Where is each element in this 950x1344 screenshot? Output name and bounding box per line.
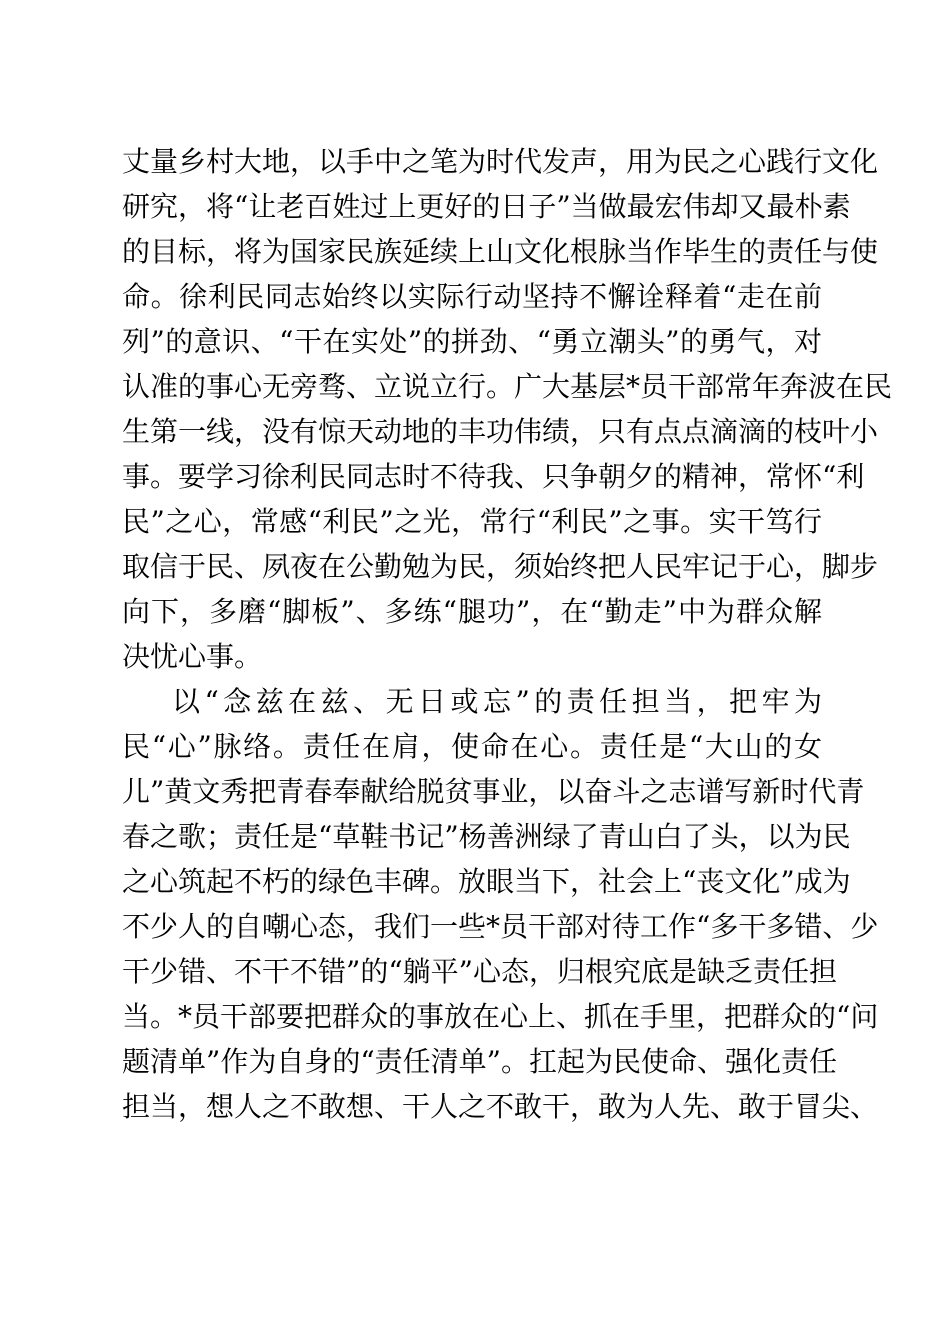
text-line: 民“心”脉络。责任在肩，使命在心。责任是“大山的女: [122, 730, 822, 763]
text-line: 担当，想人之不敢想、干人之不敢干，敢为人先、敢于冒尖、: [122, 1090, 879, 1123]
text-line: 生第一线，没有惊天动地的丰功伟绩，只有点点滴滴的枝叶小: [122, 415, 879, 448]
text-line: 取信于民、夙夜在公勤勉为民，须始终把人民牢记于心，脚步: [122, 550, 879, 583]
text-line: 当。*员干部要把群众的事放在心上、抓在手里，把群众的“问: [122, 1000, 879, 1033]
text-line: 丈量乡村大地，以手中之笔为时代发声，用为民之心践行文化: [122, 145, 879, 178]
text-line: 之心筑起不朽的绿色丰碑。放眼当下，社会上“丧文化”成为: [122, 865, 851, 898]
text-line: 事。要学习徐利民同志时不待我、只争朝夕的精神，常怀“利: [122, 460, 865, 493]
text-line: 决忧心事。: [122, 640, 263, 673]
text-line: 儿”黄文秀把青春奉献给脱贫事业，以奋斗之志谱写新时代青: [122, 775, 865, 808]
text-line: 不少人的自嘲心态，我们一些*员干部对待工作“多干多错、少: [122, 910, 879, 943]
text-line: 向下，多磨“脚板”、多练“腿功”，在“勤走”中为群众解: [122, 595, 822, 628]
text-line: 春之歌；责任是“草鞋书记”杨善洲绿了青山白了头，以为民: [122, 820, 851, 853]
text-line: 民”之心，常感“利民”之光，常行“利民”之事。实干笃行: [122, 505, 822, 538]
text-line: 以“念兹在兹、无日或忘”的责任担当，把牢为: [172, 685, 822, 718]
text-line: 研究，将“让老百姓过上更好的日子”当做最宏伟却又最朴素: [122, 190, 851, 223]
text-line: 列”的意识、“干在实处”的拼劲、“勇立潮头”的勇气，对: [122, 325, 822, 358]
text-line: 题清单”作为自身的“责任清单”。扛起为民使命、强化责任: [122, 1045, 837, 1078]
text-line: 的目标，将为国家民族延续上山文化根脉当作毕生的责任与使: [122, 235, 879, 268]
text-line: 干少错、不干不错”的“躺平”心态，归根究底是缺乏责任担: [122, 955, 837, 988]
text-line: 命。徐利民同志始终以实际行动坚持不懈诠释着“走在前: [122, 280, 822, 313]
text-line: 认准的事心无旁骛、立说立行。广大基层*员干部常年奔波在民: [122, 370, 893, 403]
